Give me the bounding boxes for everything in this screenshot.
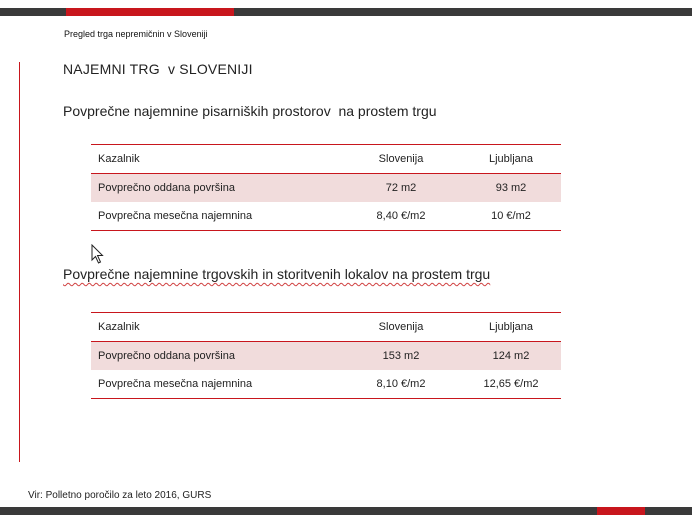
mouse-pointer-icon	[91, 244, 105, 264]
column-header: Slovenija	[341, 145, 461, 174]
table-header-row	[91, 145, 561, 174]
column-header: Kazalnik	[91, 145, 341, 174]
row-label: Povprečno oddana površina	[91, 174, 341, 203]
cell-value: 10 €/m2	[461, 202, 561, 231]
table-row	[91, 370, 561, 399]
column-header: Ljubljana	[461, 145, 561, 174]
top-bar-accent	[66, 8, 234, 16]
table-row	[91, 202, 561, 231]
row-label: Povprečna mesečna najemnina	[91, 202, 341, 231]
table-row	[91, 174, 561, 203]
column-header: Kazalnik	[91, 313, 341, 342]
source-footnote: Vir: Polletno poročilo za leto 2016, GURS	[28, 490, 212, 501]
cell-value: 124 m2	[461, 342, 561, 371]
table-header-row	[91, 313, 561, 342]
section-1-subtitle: Povprečne najemnine pisarniških prostorov na prostem trgu	[63, 103, 437, 119]
cell-value: 8,10 €/m2	[341, 370, 461, 399]
cell-value: 8,40 €/m2	[341, 202, 461, 231]
column-header: Ljubljana	[461, 313, 561, 342]
slide-title: NAJEMNI TRG v SLOVENIJI	[63, 61, 253, 77]
retail-rent-table	[91, 312, 561, 399]
cell-value: 72 m2	[341, 174, 461, 203]
cell-value: 93 m2	[461, 174, 561, 203]
bottom-bar	[0, 507, 692, 515]
cell-value: 153 m2	[341, 342, 461, 371]
left-rule	[19, 62, 20, 462]
bottom-bar-accent	[597, 507, 645, 515]
table-row	[91, 342, 561, 371]
cell-value: 12,65 €/m2	[461, 370, 561, 399]
section-2-subtitle: Povprečne najemnine trgovskih in storitvenih lokalov na prostem trgu	[63, 266, 491, 282]
row-label: Povprečna mesečna najemnina	[91, 370, 341, 399]
office-rent-table	[91, 144, 561, 231]
row-label: Povprečno oddana površina	[91, 342, 341, 371]
column-header: Slovenija	[341, 313, 461, 342]
slide-header: Pregled trga nepremičnin v Sloveniji	[64, 29, 208, 39]
